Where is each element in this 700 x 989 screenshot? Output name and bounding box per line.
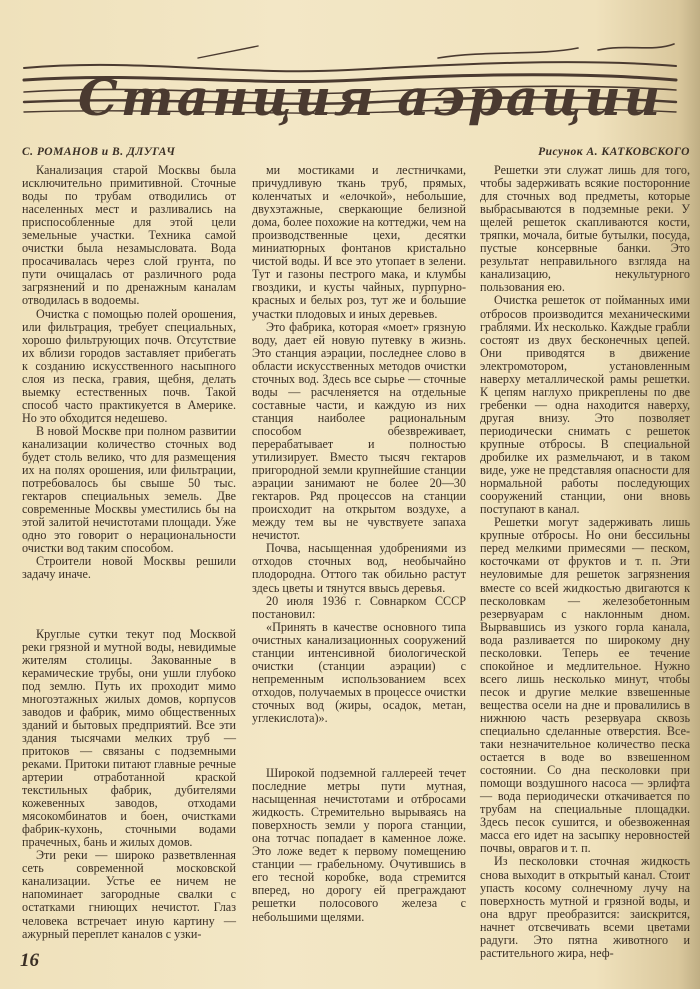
paragraph: Почва, насыщенная удобрениями из отходов сточных вод, необычайно плодородна. Оттого так обильно растут здесь цветы и тянутся ввысь деревья. (252, 541, 466, 595)
paragraph: Канализация старой Москвы была исключительно примитивной. Сточные воды по трубам отводились от населенных мест и разливались на приспособленные для этой цели земельные участки. Техника самой очистки была незамысловата. Вода просачивалась через слой грунта, по пути очищалась от различного рода загрязнений и по дренажным каналам отводилась в водоемы. (22, 163, 236, 308)
column-3 (480, 164, 690, 960)
paragraph: В новой Москве при полном развитии канализации количество сточных вод будет столь велико, что для размещения их на полях орошения, или фильтрации, потребовалось бы свыше 50 тыс. гектаров специальных земель. Две современные Москвы уместились бы на этой залитой нечистотами площади. Уже одно это говорит о нерациональности очистки вод таким способом. (22, 423, 236, 556)
paragraph: Очистка с помощью полей орошения, или фильтрация, требует специальных, хорошо фильтрующих почв. Отсутствие их вблизи городов заставляет прибегать к созданию искусственного насыпного слоя из песка, гравия, щебня, делать выемку естественных почв. Такой способ часто практикуется в Америке. Но это обходится недешево. (22, 306, 236, 425)
article-title: Станция аэрации (78, 68, 664, 127)
paragraph: ми мостиками и лестничками, причудливую ткань труб, прямых, коленчатых и «елочкой», небольшие, двухэтажные, сверкающие белизной дома, более похожие на коттеджи, чем на производственные цехи, десятки миниатюрных фонтанов кристально чистой воды. И все это утопает в зелени. Тут и газоны пестрого мака, и клумбы гвоздики, и кусты чайных, пурпурно-красных и белых роз, тут же и большие участки плодовых и иных деревьев. (252, 163, 466, 321)
paragraph: Решетки могут задерживать лишь крупные отбросы. Но они бессильны перед мелкими примесями — песком, косточками от фруктов и т. п. Эти неуловимые для решеток загрязнения вместе со всей жидкостью двигаются к песколовкам — железобетонным резервуарам с наклонным дном. Вырвавшись из узкого горла канала, вода разливается по широкому дну песколовки. Теперь ее течение спокойное и медлительное. Нужно всего лишь несколько минут, чтобы песок и другие мелкие взвешенные вещества осели на дне и провалились в нижнюю часть резервуара сквозь специально сделанные отверстия. Все-таки незначительное количество песка остается в воде во взвешенном состоянии. Со дна песколовки при помощи воздушного насоса — эрлифта — вода периодически откачивается по трубам на специальные площадки. Здесь песок сушится, и обезвоженная масса его идет на засыпку неровностей почвы, оврагов и т. п. (480, 515, 690, 856)
paragraph: Очистка решеток от пойманных ими отбросов производится механическими граблями. Их несколько. Каждые грабли состоят из двух бесконечных цепей. Они приводятся в движение электромотором, установленным наверху металлической рамы решетки. К цепям наглухо прикреплены по две гребенки — одна находится наверху, другая внизу. Это позволяет периодически снимать с решеток крупные отбросы. В специальной дробилке их размельчают, и в таком виде, уже не представляя опасности для нормальной работы последующих сооружений станции, они вновь поступают в канал. (480, 293, 690, 517)
paragraph: Из песколовки сточная жидкость снова выходит в открытый канал. Стоит упасть косому солнечному лучу на поверхность мутной и грязной воды, и она вдруг преобразится: заискрится, начнет отсвечивать всеми цветами радуги. Это пятна животного и растительного жира, неф- (480, 854, 690, 960)
illustration-credit: Рисунок А. КАТКОВСКОГО (538, 146, 690, 158)
paragraph: Круглые сутки текут под Москвой реки грязной и мутной воды, невидимые жителям столицы. Закованные в керамические трубы, они ушли глубоко под землю. Путь их проходит мимо многоэтажных жилых домов, корпусов заводов и фабрик, мимо общественных зданий и бытовых предприятий. Все эти здания тысячами мелких труб — притоков — связаны с подземными реками. Притоки питают главные речные артерии отработанной краской текстильных фабрик, дубителями кожевенных заводов, отходами мясокомбинатов и боен, очистками фабрик-кухонь, сточными водами прачечных, бань и жилых домов. (22, 626, 236, 850)
page-number: 16 (20, 950, 39, 971)
title-illustration (18, 28, 682, 128)
paragraph: Широкой подземной галлереей течет последние метры пути мутная, насыщенная нечистотами и отбросами жидкость. Стремительно вырываясь на поверхность земли у порога станции, она тотчас попадает в каменное ложе. Это ложе ведет к первому помещению станции — грабельному. Очутившись в его тесной коробке, вода стремится вперед, но дорогу ей преграждают решетки полосового железа с небольшими щелями. (252, 766, 466, 924)
quote-text: «Принять в качестве основного типа очистных канализационных сооружений станции интенсивной биологической очистки (станции аэрации) с непременным использованием всех отходов, получаемых в процессе очистки сточных вод (жиры, осадок, метан, углекислота)». (252, 619, 466, 725)
paragraph: 20 июля 1936 г. Совнарком СССР постановил: (252, 593, 466, 621)
paragraph: Это фабрика, которая «моет» грязную воду, дает ей новую путевку в жизнь. Это станция аэрации, последнее слово в области искусственных методов очистки сточных вод. Здесь все сырье — сточные воды — расчленяется на отдельные составные части, и каждую из них станция наиболее рациональным способом обезвреживает, перерабатывает и полностью утилизирует. Вместо тысяч гектаров пригородной земли крупнейшие станции аэрации занимают не более 20—30 гектаров. Ряд процессов на станции происходит на открытом воздухе, а между тем вы не чувствуете запаха нечистот. (252, 319, 466, 543)
paragraph: Решетки эти служат лишь для того, чтобы задерживать всякие посторонние для сточных вод предметы, которые выбрасываются в подземные реки. У щелей решеток скапливаются кости, тряпки, мочала, битые бутылки, посуда, пустые консервные банки. Это результат неправильного взгляда на канализацию, некультурного пользования ею. (480, 163, 690, 295)
section-break (252, 725, 466, 767)
author-byline: С. РОМАНОВ и В. ДЛУГАЧ (22, 146, 176, 158)
column-2 (252, 164, 466, 924)
decree-quote (252, 621, 466, 725)
section-break (22, 582, 236, 628)
paragraph: Эти реки — широко разветвленная сеть современной московской канализации. Устье ее ничем не напоминает загородные свалки с остатками гниющих нечистот. Глаз человека встречает иную картину — ажурный переплет каналов с узки- (22, 848, 236, 941)
column-1 (22, 164, 236, 941)
paragraph: Строители новой Москвы решили задачу иначе. (22, 554, 236, 582)
